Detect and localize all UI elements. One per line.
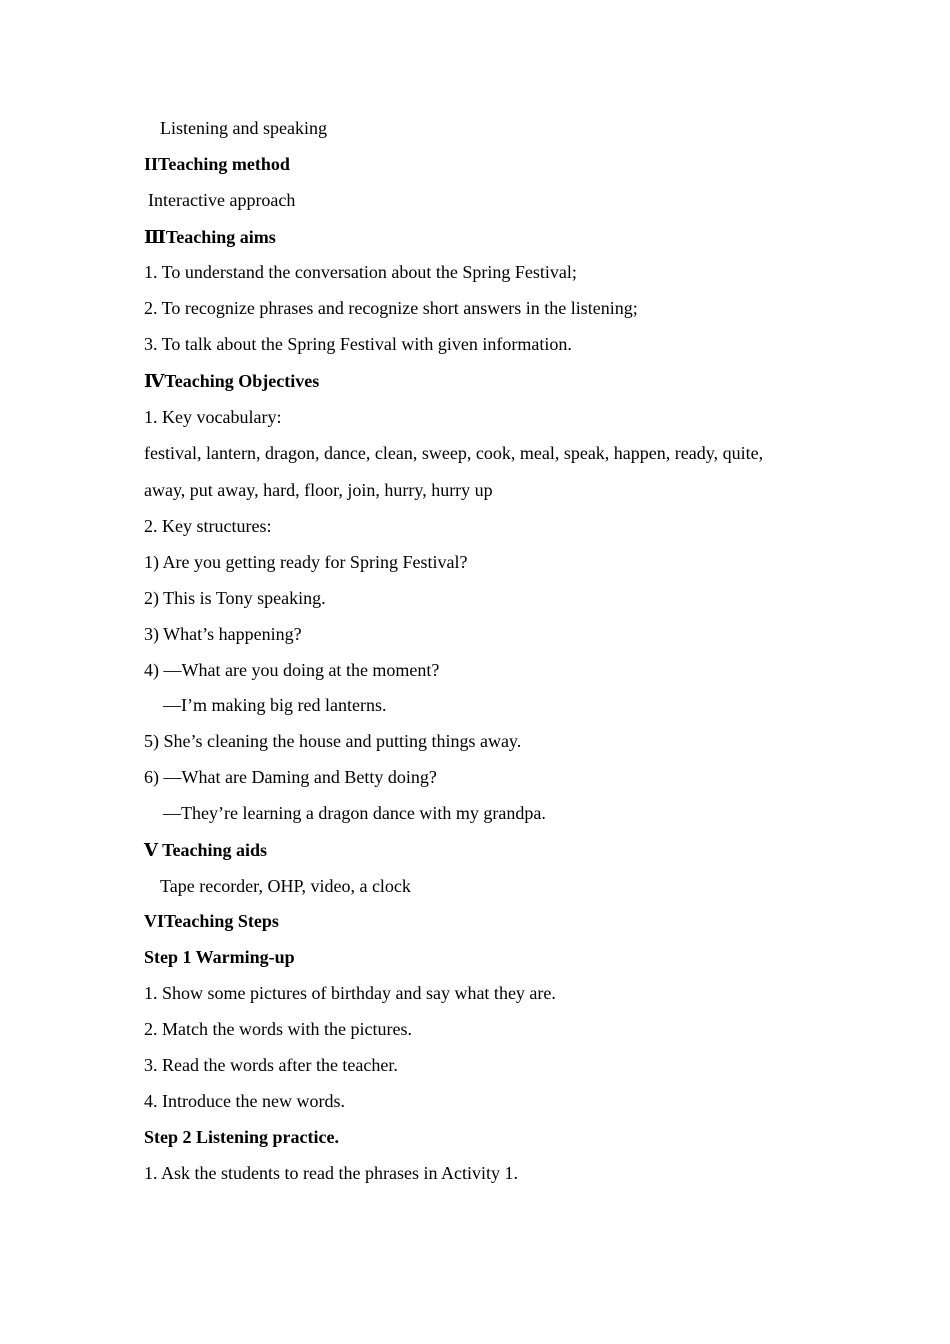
text-line: 1. To understand the conversation about the Spring Festival; bbox=[144, 262, 577, 282]
text-line: —They’re learning a dragon dance with my grandpa. bbox=[163, 803, 546, 823]
text-line: Listening and speaking bbox=[160, 118, 327, 138]
section-heading: IITeaching method bbox=[144, 154, 290, 174]
text-line: 3) What’s happening? bbox=[144, 624, 302, 644]
text-line: 5) She’s cleaning the house and putting things away. bbox=[144, 731, 522, 751]
text-line: 1. Key vocabulary: bbox=[144, 407, 282, 427]
text-line: 2. Key structures: bbox=[144, 516, 272, 536]
text-line: 1) Are you getting ready for Spring Festival? bbox=[144, 552, 468, 572]
section-heading: Ⅴ Teaching aids bbox=[144, 840, 268, 860]
section-heading: ⅣTeaching Objectives bbox=[144, 371, 320, 391]
text-line: 6) —What are Daming and Betty doing? bbox=[144, 767, 437, 787]
text-line: —I’m making big red lanterns. bbox=[163, 695, 387, 715]
text-line: 4. Introduce the new words. bbox=[144, 1091, 345, 1111]
text-line: 2. Match the words with the pictures. bbox=[144, 1019, 412, 1039]
text-line: 4) —What are you doing at the moment? bbox=[144, 660, 440, 680]
step-heading: Step 2 Listening practice. bbox=[144, 1127, 339, 1147]
text-line: 2) This is Tony speaking. bbox=[144, 588, 326, 608]
text-line: Tape recorder, OHP, video, a clock bbox=[160, 876, 411, 896]
text-line: away, put away, hard, floor, join, hurry, hurry up bbox=[144, 480, 493, 500]
text-line: festival, lantern, dragon, dance, clean, sweep, cook, meal, speak, happen, ready, quite, bbox=[144, 443, 764, 463]
text-line: 1. Ask the students to read the phrases in Activity 1. bbox=[144, 1163, 518, 1183]
section-heading: ⅢTeaching aims bbox=[144, 227, 276, 247]
step-heading: Step 1 Warming-up bbox=[144, 947, 295, 967]
text-line: 3. To talk about the Spring Festival with given information. bbox=[144, 334, 572, 354]
text-line: 1. Show some pictures of birthday and say what they are. bbox=[144, 983, 556, 1003]
text-line: 2. To recognize phrases and recognize short answers in the listening; bbox=[144, 298, 638, 318]
text-line: Interactive approach bbox=[148, 190, 296, 210]
section-heading: VITeaching Steps bbox=[144, 911, 279, 931]
text-line: 3. Read the words after the teacher. bbox=[144, 1055, 398, 1075]
